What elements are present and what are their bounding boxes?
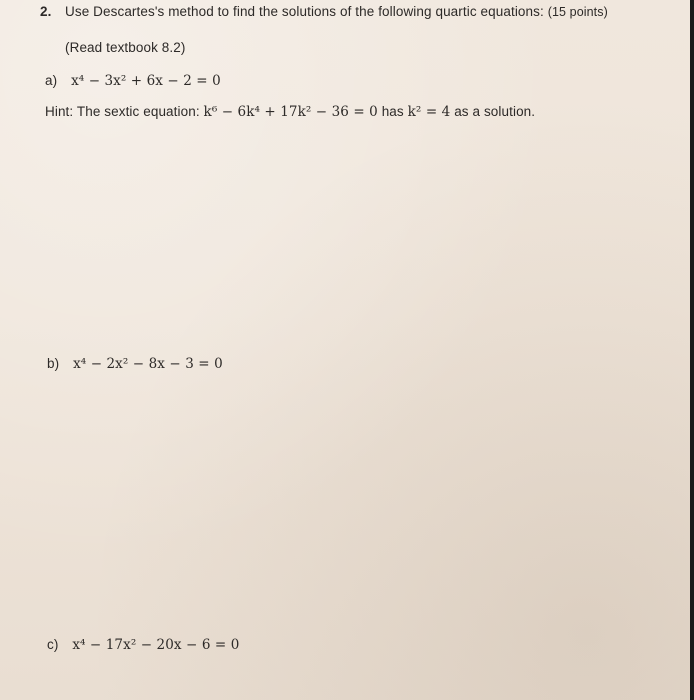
page-edge-shadow bbox=[690, 0, 694, 700]
problem-number: 2. bbox=[40, 4, 52, 19]
hint-suffix: as a solution. bbox=[454, 104, 536, 119]
reading-reference: (Read textbook 8.2) bbox=[65, 40, 186, 55]
problem-prompt-text: Use Descartes's method to find the solutions of the following quartic equations: bbox=[65, 4, 544, 19]
hint-prefix: Hint: The sextic equation: bbox=[45, 104, 200, 119]
hint-equation: k⁶ − 6k⁴ + 17k² − 36 = 0 bbox=[203, 104, 378, 120]
part-c-label: c) bbox=[47, 637, 59, 652]
part-c bbox=[47, 637, 239, 653]
part-b-equation: x⁴ − 2x² − 8x − 3 = 0 bbox=[73, 356, 223, 372]
part-a-label: a) bbox=[45, 73, 58, 88]
hint-middle: has bbox=[381, 104, 404, 119]
problem-points: (15 points) bbox=[547, 5, 608, 19]
problem-prompt bbox=[65, 4, 608, 19]
hint-solution: k² = 4 bbox=[407, 104, 451, 120]
part-a-equation: x⁴ − 3x² + 6x − 2 = 0 bbox=[71, 73, 221, 89]
hint bbox=[45, 104, 535, 120]
part-b-label: b) bbox=[47, 356, 60, 371]
part-b bbox=[47, 356, 223, 372]
part-a bbox=[45, 73, 221, 89]
part-c-equation: x⁴ − 17x² − 20x − 6 = 0 bbox=[72, 637, 240, 653]
